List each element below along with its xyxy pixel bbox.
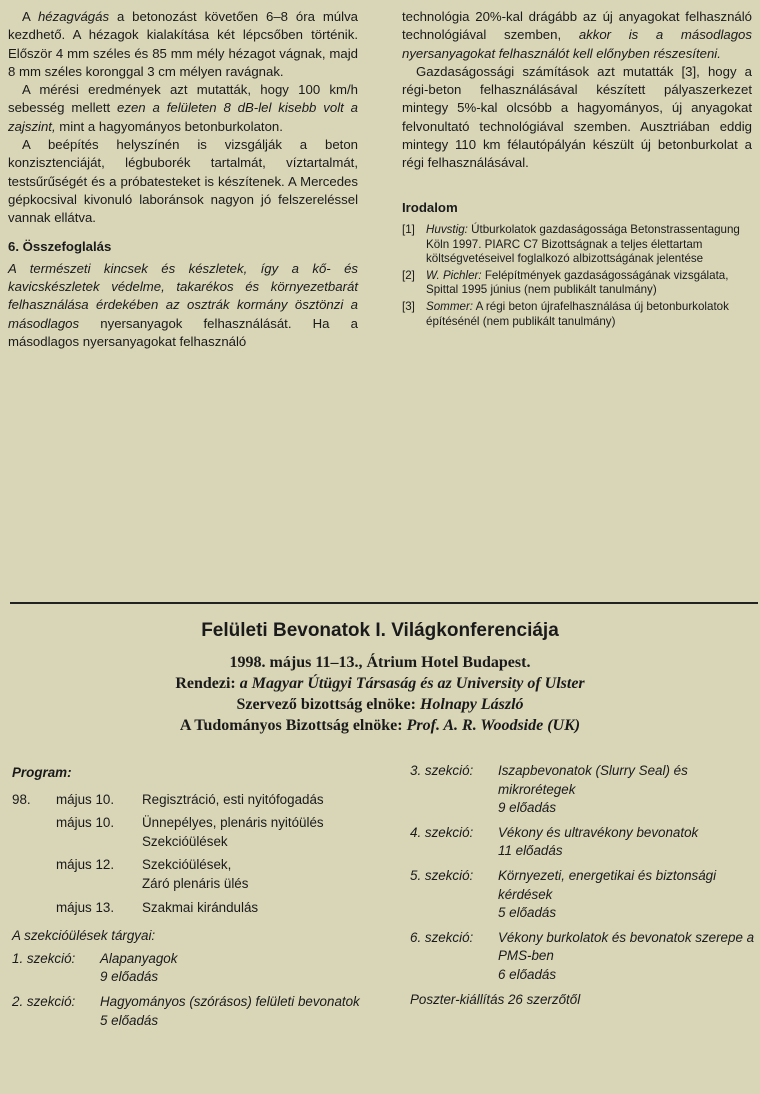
conference-line bbox=[0, 673, 760, 694]
text: nyersanyagok felhasználását. Ha a másodlagos nyersanyagokat felhasználó bbox=[8, 315, 358, 350]
conference-header bbox=[0, 620, 760, 736]
section-topic: Vékony és ultravékony bevonatok bbox=[498, 824, 699, 840]
italic-text: a Magyar Útügyi Társaság és az University of Ulster bbox=[239, 675, 585, 692]
section-topic: Alapanyagok bbox=[100, 950, 178, 966]
section-number: 1. szekció: bbox=[12, 950, 76, 966]
conference-details bbox=[0, 652, 760, 736]
paragraph bbox=[8, 260, 358, 351]
text: Útburkolatok gazdaságossága Betonstrassentagung Köln 1997. PIARC C7 Bizottságnak a teljes élettartam költségvetéseivel foglalkozó albizottságának jelentése bbox=[426, 222, 740, 266]
article-right-column bbox=[402, 8, 752, 331]
section-body bbox=[498, 824, 758, 861]
text: A Tudományos Bizottság elnöke: bbox=[179, 717, 407, 734]
article-left-column bbox=[8, 8, 358, 351]
section-topic: Hagyományos (szórásos) felületi bevonatok bbox=[100, 993, 360, 1009]
divider bbox=[10, 602, 758, 604]
section-item bbox=[12, 950, 382, 987]
section-topic: Környezeti, energetikai és biztonsági kérdések bbox=[498, 867, 717, 902]
text: Felépítmények gazdaságosságának vizsgálata, Spittal 1995 június (nem publikált tanulmány) bbox=[426, 268, 729, 297]
reference-item bbox=[402, 300, 752, 329]
section-number: 2. szekció: bbox=[12, 993, 76, 1009]
section-topic: Vékony burkolatok és bevonatok szerepe a PMS-ben bbox=[498, 929, 755, 964]
topics-label: A szekcióülések tárgyai: bbox=[12, 928, 156, 944]
section-count: 5 előadás bbox=[498, 905, 557, 921]
section-item bbox=[410, 867, 758, 923]
italic-text: Sommer: bbox=[426, 299, 474, 313]
section-item bbox=[410, 824, 758, 861]
conference-title: Felületi Bevonatok I. Világkonferenciája bbox=[201, 620, 559, 641]
reference-item bbox=[402, 269, 752, 298]
section-count: 5 előadás bbox=[100, 1012, 159, 1028]
text: Gazdaságossági számítások azt mutatták [3], hogy a régi-beton felhasználásával készített pályaszerkezet mintegy 5%-kal olcsóbb a hagyományos, új anyagokat felvonultató technológiával szemben. Ausztriában eddig mintegy 110 km félautópályán készült új betonburkolat a régi felhasználásával. bbox=[402, 63, 752, 171]
reference-number: [1] bbox=[402, 222, 415, 236]
section-item bbox=[410, 762, 758, 818]
italic-text: akkor is a másodlagos nyersanyagokat felhasználót kell előnyben részesíteni. bbox=[402, 27, 752, 61]
text: Rendezi: bbox=[175, 675, 240, 692]
paragraph bbox=[402, 63, 752, 173]
section-number: 3. szekció: bbox=[410, 763, 474, 778]
section-item bbox=[410, 929, 758, 985]
reference-item bbox=[402, 223, 752, 267]
conference-line bbox=[0, 652, 760, 673]
section-body bbox=[498, 867, 758, 923]
text: mint a hagyományos betonburkolaton. bbox=[55, 118, 283, 134]
section-number: 6. szekció: bbox=[410, 929, 474, 945]
section-heading: 6. Összefoglalás bbox=[8, 238, 112, 254]
schedule-date: május 12. bbox=[56, 857, 115, 873]
italic-text: Prof. A. R. Woodside (UK) bbox=[406, 717, 581, 734]
paragraph bbox=[402, 8, 752, 63]
schedule-row bbox=[12, 856, 382, 893]
schedule-event: Regisztráció, esti nyitófogadás bbox=[142, 791, 324, 807]
section-count: 9 előadás bbox=[498, 800, 557, 816]
schedule-row bbox=[12, 899, 382, 918]
schedule-year bbox=[12, 856, 56, 893]
italic-text: hézagvágás bbox=[37, 9, 110, 24]
text: A mérési eredmények azt mutatták, hogy 100 km/h sebesség mellett bbox=[8, 82, 358, 116]
schedule-date: május 10. bbox=[56, 815, 115, 831]
text: A régi beton újrafelhasználása új betonburkolatok építésénél (nem publikált tanulmány) bbox=[426, 299, 729, 328]
reference-text bbox=[426, 269, 752, 298]
reference-text bbox=[426, 223, 752, 267]
section-body bbox=[498, 929, 758, 985]
text: Szervező bizottság elnöke: bbox=[236, 696, 420, 713]
section-body bbox=[100, 950, 382, 987]
schedule-event: Szekcióülések, Záró plenáris ülés bbox=[142, 857, 249, 891]
section-count: 11 előadás bbox=[498, 843, 563, 859]
section-count: 6 előadás bbox=[498, 966, 557, 982]
references-list bbox=[402, 223, 752, 329]
paragraph bbox=[8, 81, 358, 136]
text: technológia 20%-kal drágább az új anyagokat felhasználó technológiával szemben, bbox=[402, 9, 752, 43]
section-body bbox=[498, 762, 758, 818]
text: A bbox=[22, 9, 38, 24]
italic-text: A természeti kincsek és készletek, így a kő- és kavicskészletek védelme, takarékos és környezetbarát felhasználása érdekében az osztrák kormány ösztönzi a másodlagos bbox=[8, 260, 358, 331]
section-topic: Iszapbevonatok (Slurry Seal) és mikrorétegek bbox=[498, 763, 688, 797]
reference-text bbox=[426, 300, 752, 329]
poster-note: Poszter-kiállítás 26 szerzőtől bbox=[410, 991, 581, 1007]
text: 1998. május 11–13., Átrium Hotel Budapest. bbox=[229, 654, 531, 671]
paragraph bbox=[8, 136, 358, 227]
reference-number: [3] bbox=[402, 299, 415, 313]
program-label: Program: bbox=[12, 765, 72, 780]
italic-text: Huvstig: bbox=[426, 222, 468, 236]
schedule-row bbox=[12, 791, 382, 810]
schedule-date: május 13. bbox=[56, 899, 115, 915]
reference-number: [2] bbox=[402, 268, 415, 282]
schedule bbox=[12, 791, 382, 918]
schedule-year bbox=[12, 899, 56, 918]
section-body bbox=[100, 993, 382, 1030]
sections-right bbox=[410, 762, 758, 985]
program-right bbox=[410, 762, 758, 1009]
paragraph bbox=[8, 8, 358, 81]
references-heading: Irodalom bbox=[402, 199, 458, 215]
section-number: 5. szekció: bbox=[410, 867, 474, 883]
text: A beépítés helyszínén is vizsgálják a beton konzisztenciáját, légbuborék tartalmát, víztartalmát, testsűrűségét és a próbatesteket is készítenek. A Mercedes gépkocsival kivonuló laboránsok nagyon jó felszereléssel vannak ellátva. bbox=[8, 137, 358, 226]
program-left bbox=[12, 764, 382, 1036]
italic-text: W. Pichler: bbox=[426, 268, 482, 282]
text: a betonozást követően 6–8 óra múlva kezdhető. A hézagok kialakítása két lépcsőben történik. Először 4 mm széles és 85 mm mély hézagot vágnak, majd 8 mm széles koronggal 3 cm mélyen ravágnak. bbox=[8, 9, 358, 79]
schedule-row bbox=[12, 814, 382, 851]
conference-line bbox=[0, 694, 760, 715]
schedule-date: május 10. bbox=[56, 791, 115, 807]
section-number: 4. szekció: bbox=[410, 824, 474, 840]
schedule-year bbox=[12, 814, 56, 851]
italic-text: Holnapy László bbox=[419, 696, 524, 713]
schedule-year: 98. bbox=[12, 791, 31, 807]
section-count: 9 előadás bbox=[100, 969, 159, 985]
schedule-event: Ünnepélyes, plenáris nyitóülés Szekcióülések bbox=[142, 815, 324, 849]
schedule-event: Szakmai kirándulás bbox=[142, 899, 259, 915]
italic-text: ezen a felületen 8 dB-lel kisebb volt a zajszint, bbox=[8, 100, 358, 134]
sections-left bbox=[12, 950, 382, 1030]
section-item bbox=[12, 993, 382, 1030]
conference-line bbox=[0, 715, 760, 736]
